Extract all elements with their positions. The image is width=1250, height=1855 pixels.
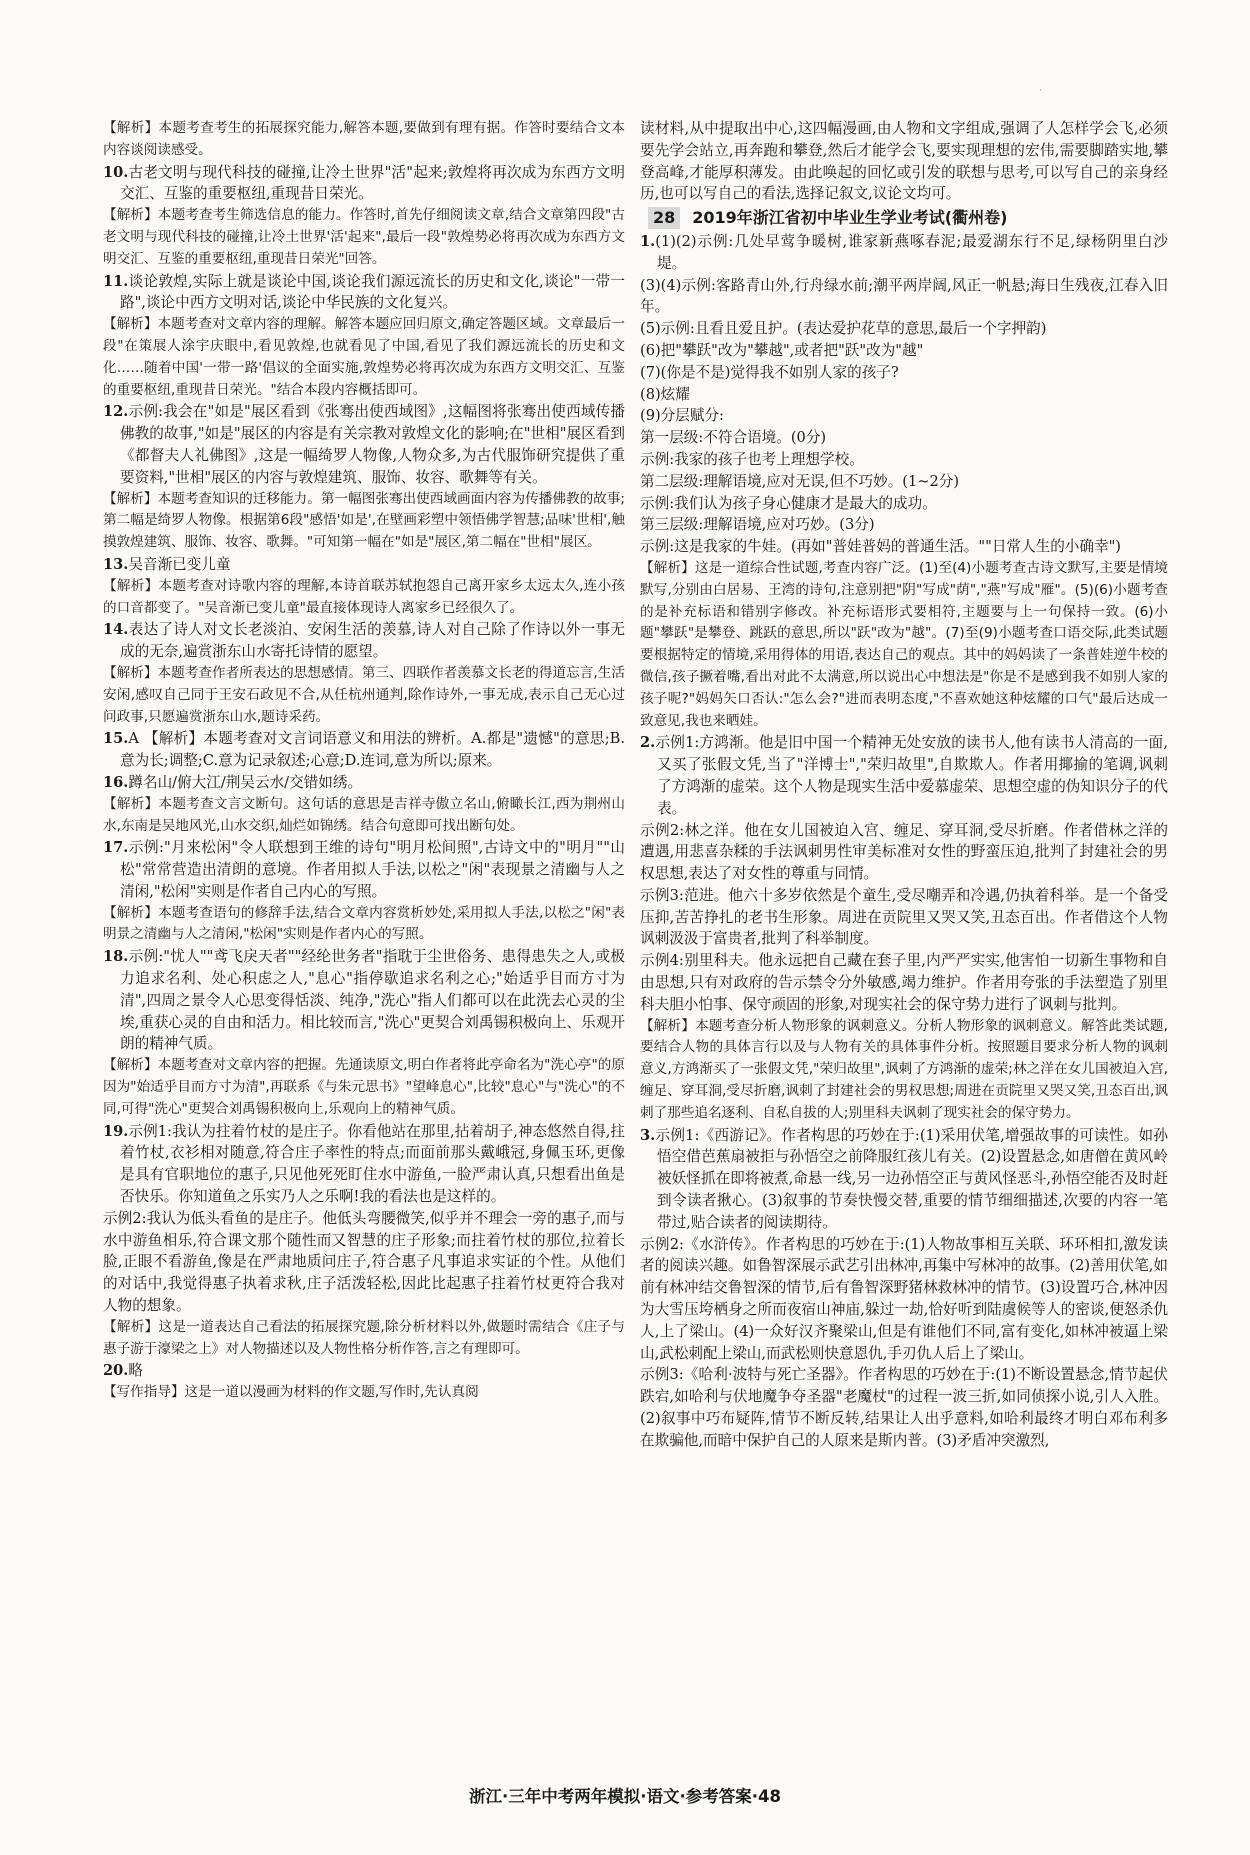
answer-item bbox=[103, 1121, 625, 1208]
answer-item bbox=[103, 401, 625, 488]
answer-item bbox=[640, 732, 1168, 819]
answer-text: 略 bbox=[128, 1362, 143, 1380]
section-header bbox=[648, 207, 1168, 229]
answer-item bbox=[103, 1360, 625, 1382]
example-paragraph: 示例3:《哈利·波特与死亡圣器》。作者构思的巧妙在于:(1)不断设置悬念,情节起伏跌宕,如哈利与伏地魔争夺圣器"老魔杖"的过程一波三折,如同侦探小说,引人入胜。(2)叙事中巧布疑阵,情节不断反转,结果让人出乎意料,如哈利最终才明白邓布利多在欺骗他,而暗中保护自己的人原来是斯内普。(3)矛盾冲突激烈, bbox=[640, 1366, 1168, 1449]
analysis-paragraph: 【解析】这是一道综合性试题,考查内容广泛。(1)至(4)小题考查古诗文默写,主要是情境默写,分别由白居易、王湾的诗句,注意别把"阴"写成"荫","燕"写成"雁"。(5)(6)小题考查的是补充标语和错别字修改。补充标语形式要相符,主题要与上一句保持一致。(6)小题"攀跃"是攀登、跳跃的意思,所以"跃"改为"越"。(7)至(9)小题考查口语交际,此类试题要根据特定的情境,采用得体的用语,表达自己的观点。其中的妈妈读了一条普娃逆牛校的微信,孩子撅着嘴,看出对此不太满意,所以说出心中想法是"你是不是感到我不如别人家的孩子呢?"妈妈矢口否认:"怎么会?"进而表明态度,"不喜欢她这种炫耀的口气"最后达成一致意见,我也来晒娃。 bbox=[640, 559, 1168, 729]
example-paragraph: 第一层级:不符合语境。(0分) bbox=[640, 429, 827, 447]
analysis-paragraph: 【解析】这是一道表达自己看法的拓展探究题,除分析材料以外,做题时需结合《庄子与惠子游于濠梁之上》对人物描述以及人物性格分析作答,言之有理即可。 bbox=[103, 1318, 625, 1357]
section-title: 2019年浙江省初中毕业生学业考试(衢州卷) bbox=[692, 208, 1008, 228]
analysis-paragraph: 【解析】本题考查对文章内容的理解。解答本题应回归原文,确定答题区域。文章最后一段"在策展人涂宇庆眼中,看见敦煌,也就看见了中国,看见了我们源远流长的历史和文化……随着中国'一带一路'倡议的全面实施,敦煌势必将再次成为东西方文明交汇、互鉴的重要枢纽,重现昔日荣光。"结合本段内容概括即可。 bbox=[103, 316, 625, 398]
answer-item bbox=[103, 271, 625, 315]
example-paragraph: (5)示例:且看且爱且护。(表达爱护花草的意思,最后一个字押韵) bbox=[640, 320, 1047, 338]
example-paragraph: 示例2:我认为低头看鱼的是庄子。他低头弯腰微笑,似乎并不理会一旁的惠子,而与水中游鱼相乐,符合课文那个随性而又智慧的庄子形象;而拄着竹杖的那位,拉着长脸,正眼不看游鱼,像是在严肃地质问庄子,符合惠子凡事追求实证的个性。从他们的对话中,我觉得惠子执着求秋,庄子活泼轻松,因此比起惠子拄着竹杖更符合我对人物的想象。 bbox=[103, 1209, 625, 1315]
answer-text: 表达了诗人对文长老淡泊、安闲生活的羡慕,诗人对自己除了作诗以外一事无成的无奈,遍赏浙东山水寄托诗情的愿望。 bbox=[120, 621, 625, 661]
answer-number: 2. bbox=[640, 734, 656, 752]
left-column bbox=[103, 118, 625, 1404]
answer-text: 蹲名山/俯大江/荆吴云水/交错如绣。 bbox=[128, 773, 363, 791]
analysis-paragraph: 【解析】本题考查对诗歌内容的理解,本诗首联苏轼抱怨自己离开家乡太远太久,连小孩的口音都变了。"吴音渐已变儿童"最直接体现诗人离家乡已经很久了。 bbox=[103, 577, 625, 616]
example-paragraph: 示例3:范进。他六十多岁依然是个童生,受尽嘲弄和冷遇,仍执着科举。是一个备受压抑,苦苦挣扎的老书生形象。周进在贡院里又哭又笑,丑态百出。作者借这个人物讽刺汲汲于富贵者,批判了科举制度。 bbox=[640, 886, 1168, 948]
answer-text: 示例1:方鸿渐。他是旧中国一个精神无处安放的读书人,他有读书人清高的一面,又买了张假文凭,当了"洋博士","荣归故里",自欺欺人。作者用揶揄的笔调,讽刺了方鸿渐的虚荣。这个人物是现实生活中爱慕虚荣、思想空虚的伪知识分子的代表。 bbox=[655, 734, 1168, 817]
answer-number: 17. bbox=[103, 839, 129, 857]
example-paragraph: (7)(你是不是)觉得我不如别人家的孩子? bbox=[640, 363, 899, 381]
example-paragraph: (8)炫耀 bbox=[640, 385, 690, 403]
right-column-body bbox=[640, 231, 1168, 1452]
answer-number: 1. bbox=[640, 232, 656, 250]
example-paragraph: 示例:这是我家的牛娃。(再如"普娃普妈的普通生活。""日常人生的小确幸") bbox=[640, 538, 1121, 556]
answer-text: 谈论敦煌,实际上就是谈论中国,谈论我们源远流长的历史和文化,谈论"一带一路",谈论中西方文明对话,谈论中华民族的文化复兴。 bbox=[120, 272, 625, 312]
right-intro-paragraph: 读材料,从中提取出中心,这四幅漫画,由人物和文字组成,强调了人怎样学会飞,必须要先学会站立,再奔跑和攀登,然后才能学会飞,要实现理想的宏伟,需要脚踏实地,攀登高峰,才能厚积薄发。由此唤起的回忆或引发的联想与思考,可以写自己的亲身经历,也可以写自己的看法,选择记叙文,议论文均可。 bbox=[640, 120, 1168, 203]
answer-text: (1)(2)示例:几处早莺争暖树,谁家新燕啄春泥;最爱湖东行不足,绿杨阴里白沙堤。 bbox=[655, 232, 1168, 272]
answer-number: 18. bbox=[103, 948, 129, 966]
analysis-paragraph: 【解析】本题考查对文章内容的把握。先通读原文,明白作者将此亭命名为"洗心亭"的原因为"始适乎目而方寸为清",再联系《与朱元思书》"望峰息心",比较"息心"与"洗心"的不同,可得"洗心"更契合刘禹锡积极向上,乐观向上的精神气质。 bbox=[103, 1057, 625, 1117]
answer-number: 11. bbox=[103, 272, 129, 290]
example-paragraph: 示例2:林之洋。他在女儿国被迫入宫、缠足、穿耳洞,受尽折磨。作者借林之洋的遭遇,用悲喜杂糅的手法讽刺男性审美标准对女性的野蛮压迫,批判了封建社会的男权思想,表达了对女性的尊重与同情。 bbox=[640, 821, 1168, 883]
answer-number: 3. bbox=[640, 1126, 656, 1144]
answer-item bbox=[640, 231, 1168, 275]
answer-item bbox=[103, 162, 625, 206]
example-paragraph: 示例:我家的孩子也考上理想学校。 bbox=[640, 450, 864, 468]
analysis-paragraph: 【解析】本题考查分析人物形象的讽刺意义。分析人物形象的讽刺意义。解答此类试题,要结合人物的具体言行以及与人物有关的具体事件分析。按照题目要求分析人物的讽刺意义,方鸿渐买了一张假文凭,"荣归故里",讽刺了方鸿渐的虚荣;林之洋在女儿国被迫入宫,缠足、穿耳洞,受尽折磨,讽刺了封建社会的男权思想;周进在贡院里又哭又笑,丑态百出,讽刺了那些追名逐利、自私自拔的人;别里科夫讽刺了现实社会的保守势力。 bbox=[640, 1017, 1168, 1121]
answer-item bbox=[103, 946, 625, 1055]
answer-item bbox=[103, 728, 625, 772]
answer-item bbox=[103, 837, 625, 902]
answer-text: 示例1:《西游记》。作者构思的巧妙在于:(1)采用伏笔,增强故事的可读性。如孙悟空借芭蕉扇被拒与孙悟空之前降服红孩儿有关。(2)设置悬念,如唐僧在黄风岭被妖怪抓在即将被煮,命悬一线,另一边孙悟空正与黄风怪恶斗,孙悟空能否及时赶到令读者揪心。(3)叙事的节奏快慢交替,重要的情节细细描述,次要的内容一笔带过,贴合读者的阅读期待。 bbox=[655, 1126, 1168, 1231]
page-footer: 浙江·三年中考两年模拟·语文·参考答案·48 bbox=[468, 1787, 782, 1806]
answer-number: 20. bbox=[103, 1362, 129, 1380]
answer-text: 示例:我会在"如是"展区看到《张骞出使西域图》,这幅图将张骞出使西域传播佛教的故事,"如是"展区的内容是有关宗教对敦煌文化的影响;在"世相"展区看到《都督夫人礼佛图》,这是一幅绮罗人物像,人物众多,为古代服饰研究提供了重要资料,"世相"展区的内容与敦煌建筑、服饰、妆容、歌舞等有关。 bbox=[120, 403, 625, 486]
answer-number: 19. bbox=[103, 1122, 129, 1140]
analysis-paragraph: 【解析】本题考查文言文断句。这句话的意思是吉祥寺傲立名山,俯瞰长江,西为荆州山水,东南是吴地风光,山水交织,灿烂如锦绣。结合句意即可找出断句处。 bbox=[103, 795, 625, 834]
answer-item bbox=[103, 554, 625, 576]
analysis-paragraph: 【写作指导】这是一道以漫画为材料的作文题,写作时,先认真阅 bbox=[103, 1384, 479, 1401]
answer-number: 15. bbox=[103, 730, 129, 748]
answer-number: 13. bbox=[103, 555, 129, 573]
answer-text: 示例:"忧人""鸢飞戾天者""经纶世务者"指耽于尘世俗务、患得患失之人,或极力追求名利、处心积虑之人,"息心"指停歇追求名利之心;"始适乎目而方寸为清",四周之景令人心思变得恬淡、纯净,"洗心"指人们都可以在此洗去心灵的尘埃,重获心灵的自由和活力。相比较而言,"洗心"更契合刘禹锡积极向上、乐观开朗的精神气质。 bbox=[120, 948, 625, 1053]
analysis-paragraph: 【解析】本题考查作者所表达的思想感情。第三、四联作者羡慕文长老的得道忘言,生活安闲,感叹自己同于王安石政见不合,从任杭州通判,除作诗外,一事无成,表示自己无心过问政事,只愿遍赏浙东山水,题诗采药。 bbox=[103, 664, 625, 725]
answer-text: 吴音渐已变儿童 bbox=[128, 555, 231, 573]
section-number-badge: 28 bbox=[648, 207, 680, 229]
answer-item bbox=[103, 772, 625, 794]
analysis-paragraph: 【解析】本题考查考生的拓展探究能力,解答本题,要做到有理有据。作答时要结合文本内容谈阅读感受。 bbox=[103, 120, 625, 158]
corner-mark: · bbox=[1039, 86, 1042, 96]
right-column bbox=[640, 118, 1168, 1452]
example-paragraph: 示例:我们认为孩子身心健康才是最大的成功。 bbox=[640, 494, 937, 512]
answer-number: 10. bbox=[103, 163, 129, 181]
example-paragraph: 示例4:别里科夫。他永远把自己藏在套子里,内严严实实,他害怕一切新生事物和自由思想,只有对政府的告示禁令分外敏感,竭力维护。作者用夸张的手法塑造了别里科夫胆小怕事、保守顽固的形象,对现实社会的保守势力进行了讽刺与批判。 bbox=[640, 952, 1168, 1013]
example-paragraph: 第二层级:理解语境,应对无误,但不巧妙。(1~2分) bbox=[640, 472, 960, 490]
example-paragraph: (3)(4)示例:客路青山外,行舟绿水前;潮平两岸阔,风正一帆悬;海日生残夜,江春入旧年。 bbox=[640, 276, 1168, 316]
answer-item bbox=[640, 1125, 1168, 1234]
answer-number: 12. bbox=[103, 403, 129, 421]
answer-text: 示例:"月来松闲"令人联想到王维的诗句"明月松间照",古诗文中的"明月""山松"常常营造出清朗的意境。作者用拟人手法,以松之"闲"表现景之清幽与人之清闲,"松闲"实则是作者自己内心的写照。 bbox=[120, 839, 625, 900]
example-paragraph: (9)分层赋分: bbox=[640, 407, 724, 425]
analysis-paragraph: 【解析】本题考查知识的迁移能力。第一幅图张骞出使西域画面内容为传播佛教的故事;第二幅是绮罗人物像。根据第6段"感悟'如是',在壁画彩塑中领悟佛学智慧;品味'世相',触摸敦煌建筑、服饰、妆容、歌舞。"可知第一幅在"如是"展区,第二幅在"世相"展区。 bbox=[103, 490, 625, 551]
example-paragraph: 示例2:《水浒传》。作者构思的巧妙在于:(1)人物故事相互关联、环环相扣,激发读者的阅读兴趣。如鲁智深展示武艺引出林冲,再集中写林冲的故事。(2)善用伏笔,如前有林冲结交鲁智深的情节,后有鲁智深野猪林救林冲的情节。(3)设置巧合,林冲因为大雪压垮栖身之所而夜宿山神庙,躲过一劫,恰好听到陆虞候等人的密谈,便怒杀仇人,上了梁山。(4)一众好汉齐聚梁山,但是有谁他们不同,富有变化,如林冲被逼上梁山,武松刺配上梁山,而武松则快意恩仇,手刃仇人后上了梁山。 bbox=[640, 1235, 1168, 1362]
answer-number: 16. bbox=[103, 773, 129, 791]
example-paragraph: 第三层级:理解语境,应对巧妙。(3分) bbox=[640, 516, 875, 534]
answer-text: 古老文明与现代科技的碰撞,让冷土世界"活"起来;敦煌将再次成为东西方文明交汇、互鉴的重要枢纽,重现昔日荣光。 bbox=[120, 163, 625, 203]
analysis-paragraph: 【解析】本题考查考生筛选信息的能力。作答时,首先仔细阅读文章,结合文章第四段"古老文明与现代科技的碰撞,让冷土世界'活'起来",最后一段"敦煌势必将再次成为东西方文明交汇、互鉴的重要枢纽,重现昔日荣光"回答。 bbox=[103, 207, 625, 267]
answer-item bbox=[103, 619, 625, 663]
example-paragraph: (6)把"攀跃"改为"攀越",或者把"跃"改为"越" bbox=[640, 341, 924, 359]
answer-text: A 【解析】本题考查对文言词语意义和用法的辨析。A.都是"遗憾"的意思;B.意为长;调整;C.意为记录叙述;心意;D.连词,意为所以;原来。 bbox=[120, 730, 625, 770]
answer-text: 示例1:我认为拄着竹杖的是庄子。你看他站在那里,拈着胡子,神态悠然自得,拄着竹杖,衣衫相对随意,符合庄子率性的特点;而面前那头戴峨冠,身佩玉环,更像是具有官职地位的惠子,只见他死死盯住水中游鱼,一脸严肃认真,只想看出鱼是否快乐。你知道鱼之乐实乃人之乐啊!我的看法也是这样的。 bbox=[120, 1122, 625, 1206]
answer-number: 14. bbox=[103, 621, 129, 639]
analysis-paragraph: 【解析】本题考查语句的修辞手法,结合文章内容赏析妙处,采用拟人手法,以松之"闲"表明景之清幽与人之清闲,"松闲"实则是作者内心的写照。 bbox=[103, 904, 625, 943]
